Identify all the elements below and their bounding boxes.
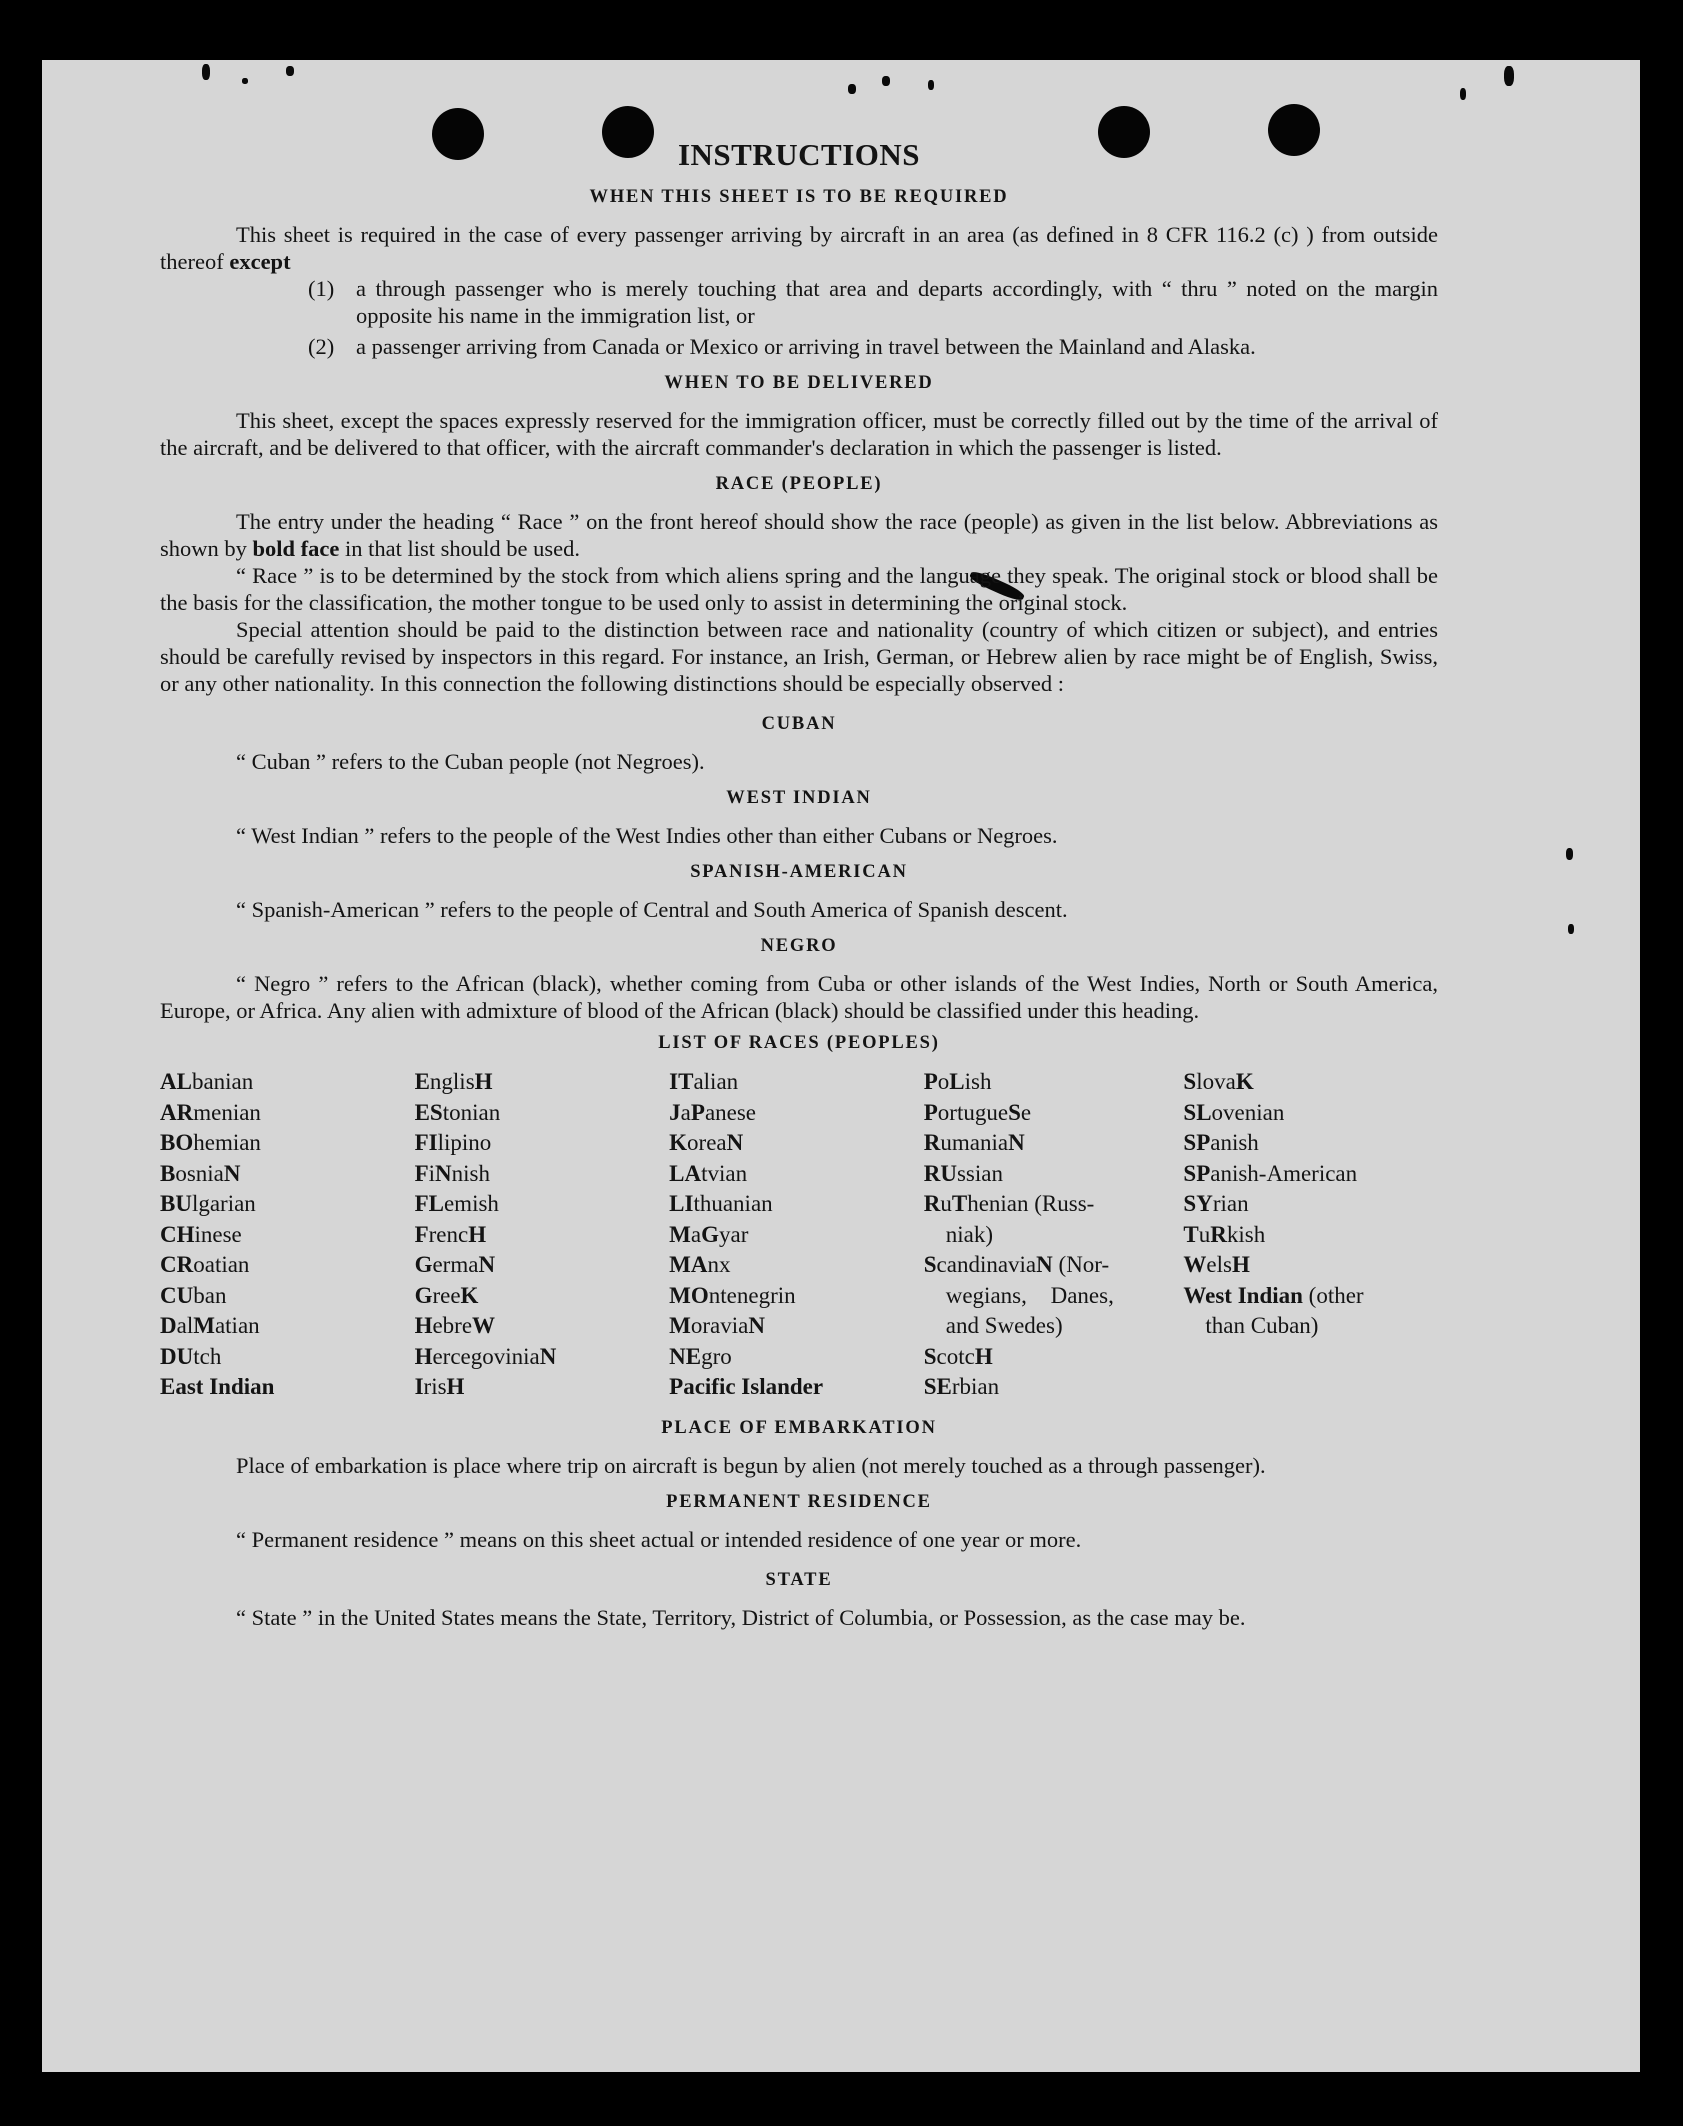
race-column (415, 1067, 670, 1403)
required-intro-text: This sheet is required in the case of every passenger arriving by aircraft in an area (as defined in 8 CFR 116.2 (c) ) from outside thereof (160, 222, 1438, 274)
race-abbrev: N (1036, 1252, 1053, 1277)
race-rest: kish (1226, 1221, 1266, 1247)
ink-speck (242, 78, 248, 84)
race-entry (415, 1250, 670, 1281)
race-abbrev: BO (160, 1130, 194, 1155)
race-abbrev: Pacific Islander (669, 1374, 824, 1399)
race-rest: nglis (429, 1069, 475, 1094)
race-entry (924, 1067, 1184, 1098)
race-rest: ree (432, 1282, 461, 1308)
race-text: The entry under the heading “ Race ” on the front hereof should show the race (people) as given in the list below. Abbreviations as shown by (160, 509, 1438, 561)
race-rest: ortugue (937, 1099, 1009, 1125)
race-entry (160, 1220, 415, 1251)
race-entry (669, 1220, 924, 1251)
race-abbrev: SE (923, 1374, 952, 1399)
race-abbrev: N (435, 1160, 452, 1186)
race-rest: yar (718, 1221, 749, 1247)
race-abbrev: NE (669, 1343, 702, 1369)
race-abbrev: H (446, 1374, 465, 1399)
race-entry (415, 1311, 670, 1342)
race-rest: gro (701, 1343, 732, 1369)
race-rest: ebre (432, 1313, 473, 1338)
race-entry-continued: wegians, Danes, (945, 1282, 1114, 1308)
race-abbrev: RU (923, 1160, 957, 1186)
race-entry (924, 1342, 1184, 1373)
race-abbrev: T (951, 1191, 968, 1216)
exception-text: a passenger arriving from Canada or Mexico or arriving in travel between the Mainland and Alaska. (356, 334, 1256, 359)
race-abbrev: M (669, 1313, 691, 1338)
race-abbrev: F (414, 1160, 429, 1186)
race-entry (669, 1311, 924, 1342)
race-abbrev: BU (160, 1191, 192, 1216)
section-heading-residence: PERMANENT RESIDENCE (666, 1491, 932, 1512)
race-abbrev: I (414, 1374, 424, 1399)
race-entry (669, 1189, 924, 1220)
race-abbrev: H (414, 1313, 433, 1338)
race-abbrev: AL (160, 1069, 192, 1094)
race-abbrev: FI (414, 1130, 438, 1155)
race-entry (924, 1250, 1184, 1281)
race-rest: candinavia (936, 1252, 1037, 1277)
race-entry (415, 1189, 670, 1220)
race-rest: ris (423, 1374, 447, 1399)
race-abbrev: SP (1183, 1130, 1211, 1155)
race-entry (669, 1067, 924, 1098)
race-rest: tvian (701, 1160, 748, 1186)
ink-speck (286, 66, 294, 76)
race-text: in that list should be used. (339, 536, 581, 561)
race-abbrev: B (160, 1160, 176, 1186)
race-abbrev: East Indian (160, 1374, 275, 1399)
race-rest: banian (191, 1069, 254, 1094)
race-rest: u (940, 1191, 952, 1216)
race-abbrev: W (472, 1313, 496, 1338)
race-entry (160, 1189, 415, 1220)
exception-number: (1) (308, 276, 335, 301)
race-entry (669, 1372, 924, 1403)
race-entry (1183, 1098, 1438, 1129)
race-rest: ntenegrin (708, 1282, 796, 1308)
race-paragraph-2: “ Race ” is to be determined by the stock from which aliens spring and the language they speak. The original stock or blood shall be the basis for the classification, the mother tongue to be used only to assist in determining the original stock. (160, 563, 1438, 615)
race-abbrev: K (669, 1130, 688, 1155)
exception-number: (2) (308, 334, 335, 359)
race-entry (924, 1159, 1184, 1190)
race-rest: osnia (175, 1160, 224, 1186)
race-rest: inese (194, 1221, 242, 1247)
race-abbrev: P (923, 1069, 938, 1094)
section-heading-embarkation: PLACE OF EMBARKATION (661, 1417, 937, 1438)
race-rest: al (176, 1313, 194, 1338)
ink-speck (202, 64, 210, 80)
race-abbrev: R (1210, 1221, 1227, 1247)
race-column (160, 1067, 415, 1403)
race-abbrev: S (923, 1343, 937, 1369)
race-rest: thuanian (693, 1191, 773, 1216)
race-rest: a (680, 1099, 691, 1125)
race-abbrev: FL (414, 1191, 444, 1216)
race-entry (669, 1098, 924, 1129)
race-entry (415, 1159, 670, 1190)
race-abbrev: MO (669, 1282, 709, 1308)
state-body: “ State ” in the United States means the State, Territory, District of Columbia, or Possession, as the case may be. (236, 1604, 1246, 1630)
race-entry (669, 1159, 924, 1190)
race-group (1183, 1067, 1438, 1281)
race-entry (160, 1067, 415, 1098)
race-rest: rian (1212, 1191, 1249, 1216)
race-rest: cotc (936, 1343, 975, 1369)
race-rest: u (1198, 1221, 1211, 1247)
page-title: INSTRUCTIONS (677, 137, 920, 172)
race-rest: henian (Russ- (967, 1191, 1095, 1216)
race-abbrev: LA (669, 1160, 702, 1186)
section-heading-spanish-american: SPANISH-AMERICAN (690, 862, 908, 882)
required-intro-emphasis: except (229, 249, 291, 274)
race-abbrev: H (474, 1069, 493, 1094)
race-entry (924, 1372, 1184, 1403)
race-rest: (Nor- (1052, 1252, 1110, 1277)
race-entry-continued: niak) (945, 1221, 993, 1247)
race-entry (924, 1098, 1184, 1129)
race-entry (160, 1098, 415, 1129)
race-abbrev: M (669, 1221, 691, 1247)
exception-text: a through passenger who is merely touching that area and departs accordingly, with “ thru ” noted on the margin opposite his name in the immigration list, or (356, 276, 1438, 328)
race-rest: rbian (951, 1374, 1000, 1399)
race-abbrev: SP (1183, 1160, 1211, 1186)
race-rest: o (937, 1069, 950, 1094)
section-heading-race-list: LIST OF RACES (PEOPLES) (658, 1033, 940, 1053)
race-abbrev: N (748, 1313, 765, 1338)
negro-body: “ Negro ” refers to the African (black), whether coming from Cuba or other islands of the West Indies, North or South America, Europe, or Africa. Any alien with admixture of blood of the African (black) should be classified under this heading. (160, 971, 1438, 1023)
race-rest: lgarian (191, 1191, 256, 1216)
race-abbrev: CR (160, 1252, 194, 1277)
section-heading-west-indian: WEST INDIAN (726, 788, 872, 808)
race-abbrev: W (1183, 1252, 1207, 1277)
race-list (160, 1067, 1438, 1403)
race-entry (415, 1067, 670, 1098)
race-rest: lova (1196, 1069, 1236, 1094)
race-rest: renc (428, 1221, 469, 1247)
race-rest: erma (432, 1252, 479, 1277)
race-rest: atian (214, 1313, 260, 1338)
race-abbrev: P (923, 1099, 938, 1125)
delivered-body: This sheet, except the spaces expressly reserved for the immigration officer, must be correctly filled out by the time of the arrival of the aircraft, and be delivered to that officer, with the aircraft commander's declaration in which the passenger is listed. (160, 408, 1438, 460)
race-abbrev: G (414, 1282, 433, 1308)
race-rest: nish (451, 1160, 490, 1186)
race-rest: tch (193, 1343, 222, 1369)
race-entry (160, 1250, 415, 1281)
west-indian-body: “ West Indian ” refers to the people of the West Indies other than either Cubans or Negroes. (236, 823, 1058, 848)
race-abbrev: J (669, 1099, 681, 1125)
ink-speck (1566, 848, 1573, 860)
race-entry (160, 1159, 415, 1190)
race-abbrev: H (468, 1221, 487, 1247)
race-paragraph-1 (160, 508, 1438, 562)
race-abbrev: N (1008, 1130, 1025, 1155)
race-abbrev: West Indian (1183, 1282, 1303, 1308)
race-rest: menian (193, 1099, 261, 1125)
race-abbrev: DU (160, 1343, 194, 1369)
race-rest: lipino (437, 1130, 492, 1155)
race-entry (1183, 1067, 1438, 1098)
race-rest: e (1020, 1099, 1032, 1125)
race-entry (415, 1342, 670, 1373)
race-rest: a (690, 1221, 702, 1247)
race-rest: nx (707, 1252, 731, 1277)
race-rest: umania (940, 1130, 1009, 1155)
exception-item (308, 333, 1438, 360)
race-entry (415, 1098, 670, 1129)
race-entry (1183, 1250, 1438, 1281)
exception-item (308, 275, 1438, 329)
race-abbrev: N (726, 1130, 744, 1155)
residence-body: “ Permanent residence ” means on this sheet actual or intended residence of one year or more. (236, 1526, 1082, 1552)
race-abbrev: D (160, 1313, 177, 1338)
race-entry-continued: and Swedes) (945, 1313, 1063, 1338)
cuban-body: “ Cuban ” refers to the Cuban people (not Negroes). (236, 749, 705, 774)
race-rest: oravia (690, 1313, 749, 1338)
race-abbrev: CH (160, 1221, 195, 1247)
race-abbrev: P (690, 1099, 705, 1125)
ink-speck (1460, 88, 1466, 100)
race-entry-continued: than Cuban) (1205, 1313, 1319, 1338)
race-rest: els (1206, 1252, 1232, 1277)
race-abbrev: L (949, 1069, 965, 1094)
race-rest: hemian (193, 1130, 261, 1155)
race-rest: ban (193, 1282, 227, 1308)
race-abbrev: R (923, 1130, 941, 1155)
race-abbrev: S (1008, 1099, 1021, 1125)
race-abbrev: S (1183, 1069, 1197, 1094)
ink-speck (882, 76, 890, 86)
race-abbrev: N (478, 1252, 496, 1277)
section-heading-delivered: WHEN TO BE DELIVERED (664, 373, 934, 393)
race-abbrev: E (414, 1069, 430, 1094)
race-column (669, 1067, 924, 1403)
race-abbrev: F (414, 1221, 429, 1247)
race-rest: oatian (193, 1252, 250, 1277)
spanish-american-body: “ Spanish-American ” refers to the people of Central and South America of Spanish descent. (236, 897, 1068, 922)
instructions-content (160, 136, 1438, 1631)
race-entry (415, 1281, 670, 1312)
race-entry (1183, 1281, 1438, 1312)
section-heading-negro: NEGRO (760, 936, 838, 956)
race-rest: anish (1210, 1130, 1259, 1155)
race-abbrev: AR (160, 1099, 194, 1125)
race-group (924, 1342, 1184, 1403)
race-paragraph-3: Special attention should be paid to the distinction between race and nationality (country of which citizen or subject), and entries should be carefully revised by inspectors in this regard. For instance, an Irish, German, or Hebrew alien by race might be of English, Swiss, or any other nationality. In this connection the following distinctions should be especially observed : (160, 617, 1438, 696)
race-rest: tonian (442, 1099, 501, 1125)
race-abbrev: IT (669, 1069, 694, 1094)
ink-speck (848, 84, 856, 94)
race-entry (415, 1128, 670, 1159)
race-abbrev: SY (1183, 1191, 1213, 1216)
section-heading-state: STATE (765, 1569, 833, 1590)
race-abbrev: G (414, 1252, 433, 1277)
race-abbrev: G (701, 1221, 719, 1247)
race-abbrev: SL (1183, 1099, 1212, 1125)
race-abbrev: M (193, 1313, 215, 1338)
race-abbrev: CU (160, 1282, 194, 1308)
race-rest: ish (964, 1069, 992, 1094)
race-entry (924, 1128, 1184, 1159)
race-rest: (other (1302, 1282, 1364, 1308)
race-abbrev: K (460, 1282, 479, 1308)
race-rest: ercegovinia (432, 1343, 540, 1369)
race-entry (669, 1281, 924, 1312)
embarkation-body: Place of embarkation is place where trip on aircraft is begun by alien (not merely touched as a through passenger). (236, 1452, 1266, 1478)
race-entry (1183, 1189, 1438, 1220)
race-rest: alian (693, 1069, 739, 1094)
race-rest: ovenian (1211, 1099, 1285, 1125)
ink-speck (1568, 924, 1574, 934)
race-abbrev: ES (414, 1099, 443, 1125)
race-entry (1183, 1128, 1438, 1159)
race-entry (160, 1311, 415, 1342)
race-entry (669, 1342, 924, 1373)
race-entry (669, 1250, 924, 1281)
race-abbrev: LI (669, 1191, 694, 1216)
race-rest: orea (687, 1130, 727, 1155)
section-heading-required: WHEN THIS SHEET IS TO BE REQUIRED (589, 187, 1009, 207)
section-heading-cuban: CUBAN (761, 714, 837, 734)
race-rest: emish (443, 1191, 499, 1216)
race-abbrev: H (974, 1343, 993, 1369)
race-entry (1183, 1220, 1438, 1251)
required-intro (160, 221, 1438, 275)
race-abbrev: H (1231, 1252, 1250, 1277)
race-column (924, 1067, 1184, 1403)
race-entry (669, 1128, 924, 1159)
section-heading-race: RACE (PEOPLE) (715, 474, 883, 494)
ink-speck (1504, 66, 1514, 86)
race-group (924, 1067, 1184, 1189)
race-column (1183, 1067, 1438, 1403)
race-entry (160, 1372, 415, 1403)
race-rest: anish-American (1210, 1160, 1358, 1186)
race-rest: anese (704, 1099, 757, 1125)
race-rest: i (428, 1160, 436, 1186)
ink-speck (928, 80, 934, 90)
race-abbrev: S (923, 1252, 937, 1277)
race-entry (160, 1128, 415, 1159)
race-entry (160, 1342, 415, 1373)
race-entry (1183, 1159, 1438, 1190)
race-entry (415, 1372, 670, 1403)
race-abbrev: R (923, 1191, 941, 1216)
race-entry (415, 1220, 670, 1251)
race-abbrev: T (1183, 1221, 1199, 1247)
race-entry (160, 1281, 415, 1312)
race-abbrev: N (539, 1343, 557, 1369)
race-abbrev: MA (669, 1252, 708, 1277)
race-abbrev: K (1235, 1069, 1254, 1094)
race-abbrev: H (414, 1343, 433, 1369)
race-abbrev: N (223, 1160, 241, 1186)
race-bold-text: bold face (252, 536, 340, 561)
race-rest: ssian (956, 1160, 1003, 1186)
race-entry (924, 1189, 1184, 1220)
